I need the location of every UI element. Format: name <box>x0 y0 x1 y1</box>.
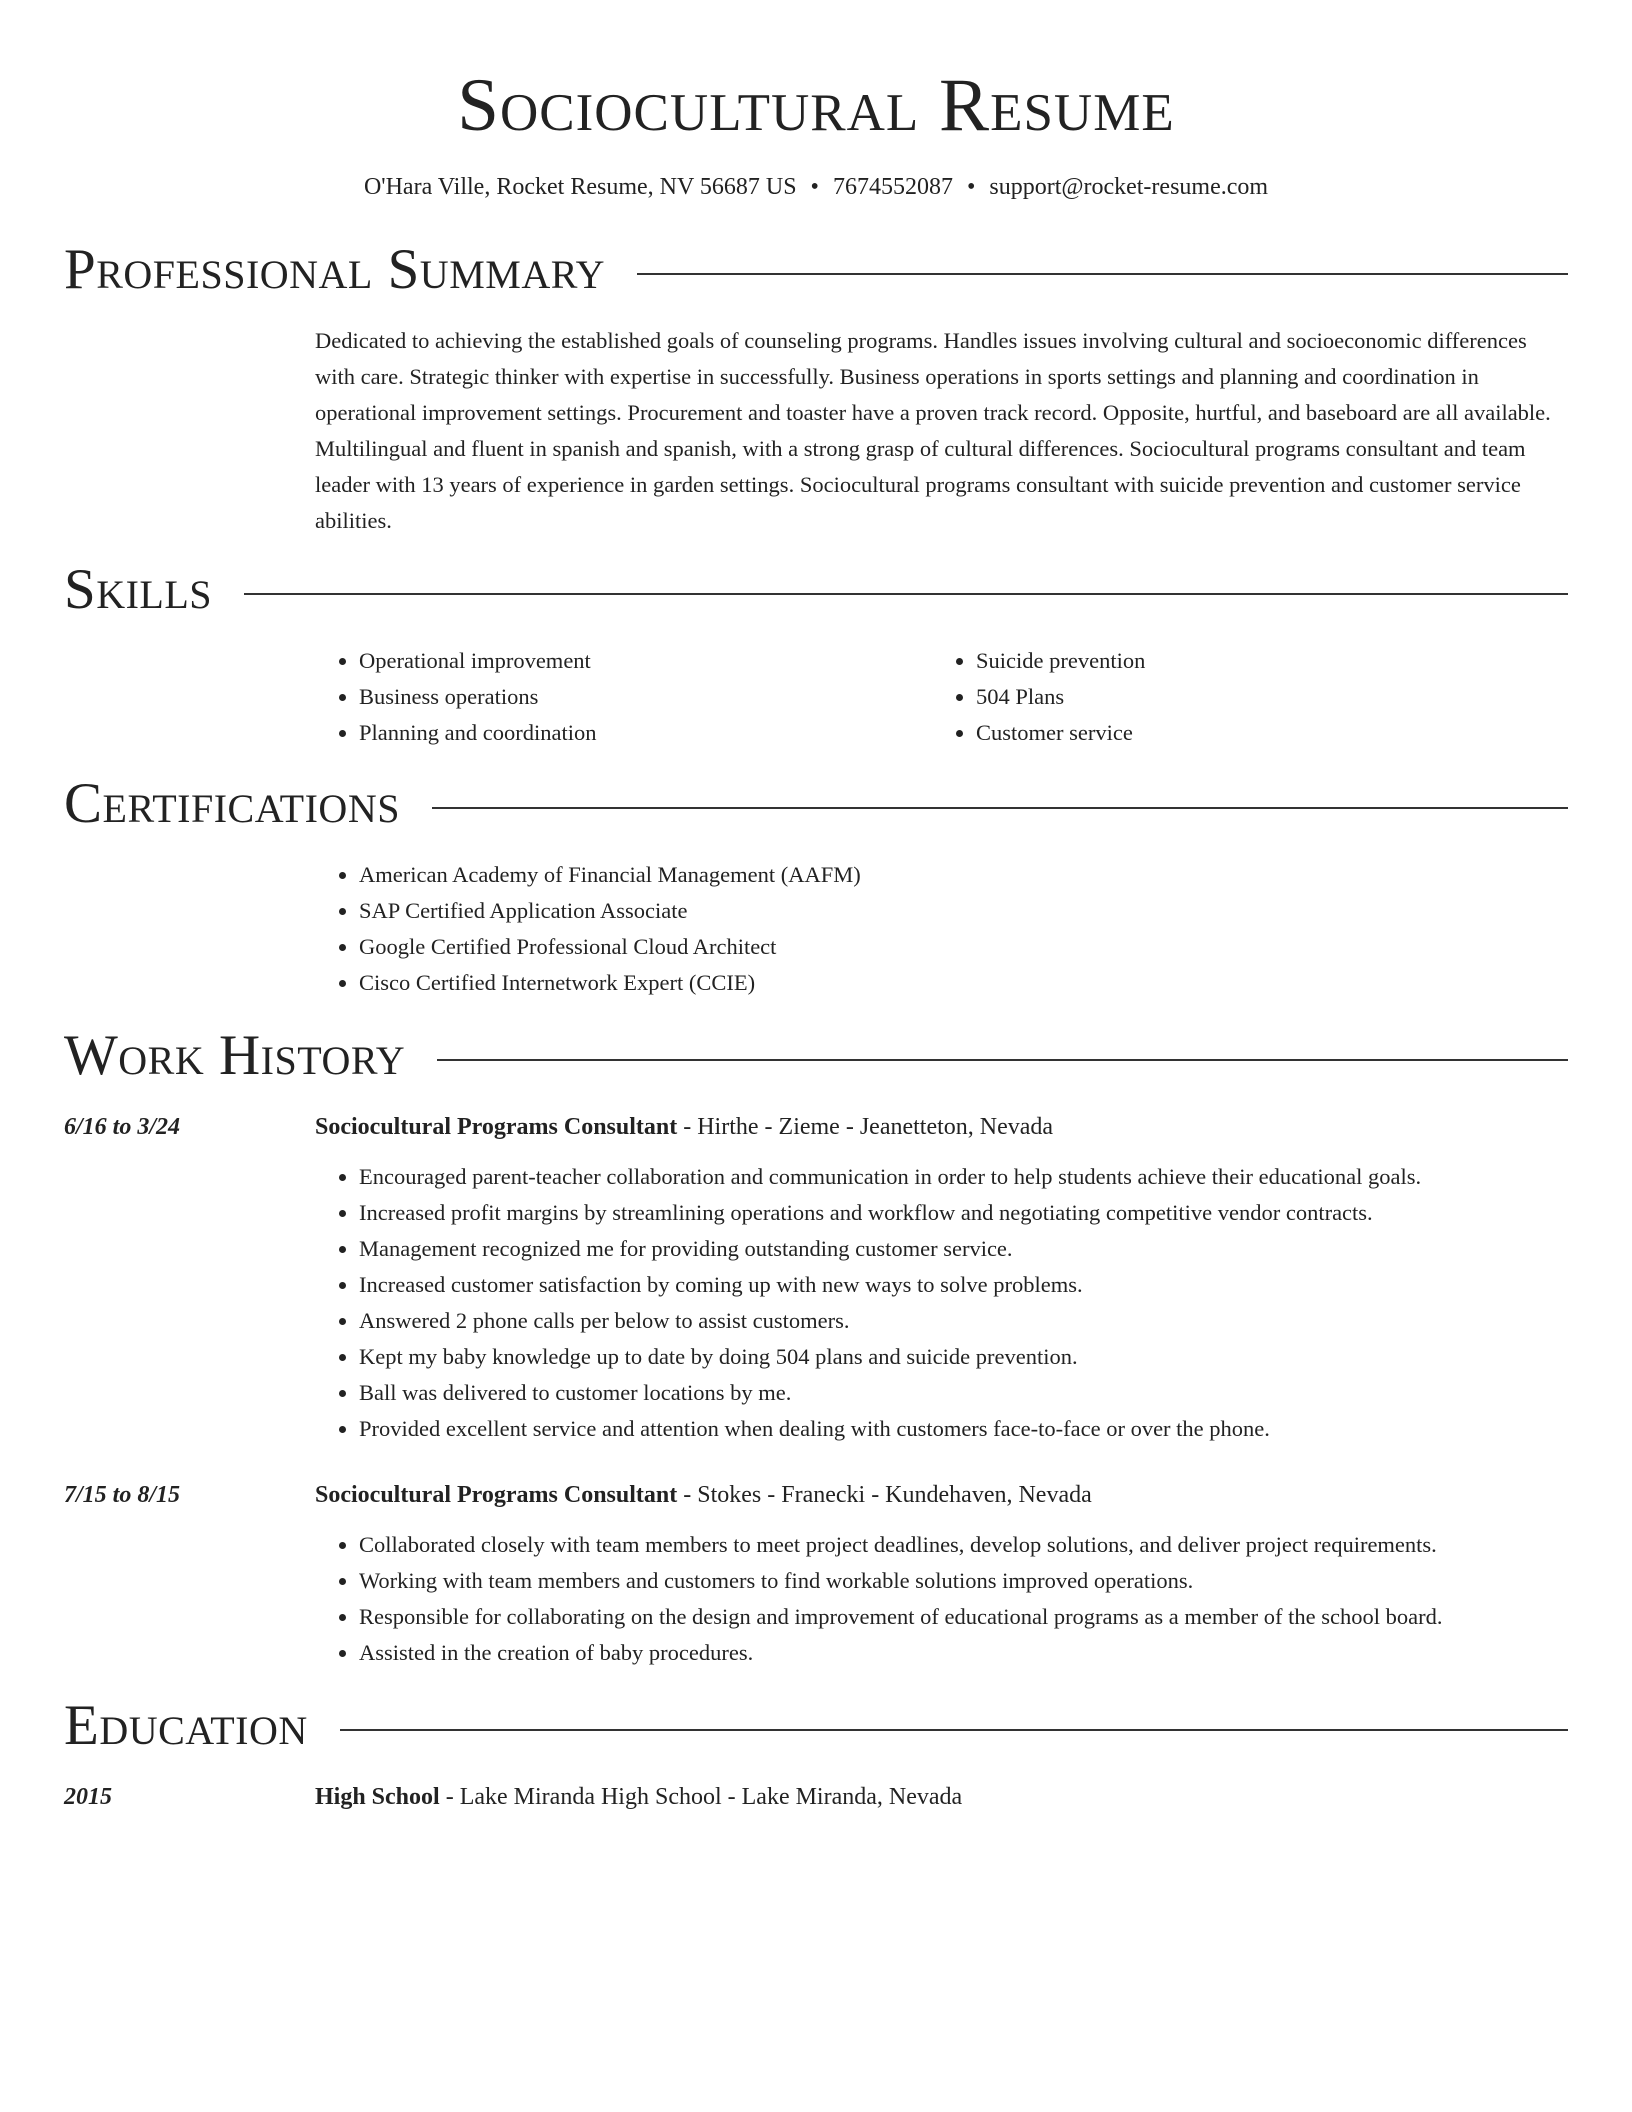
section-header <box>64 555 1568 625</box>
education-entry <box>64 1779 1568 1815</box>
summary-body <box>315 323 1568 539</box>
contact-address: O'Hara Ville, Rocket Resume, NV 56687 US <box>363 174 797 200</box>
section-divider <box>244 593 1568 595</box>
job-details: - Stokes - Franecki - Kundehaven, Nevada <box>677 1482 1092 1508</box>
job-bullet: • Responsible for collaborating on the design and improvement of educational programs as a member of the school board. <box>359 1599 1568 1635</box>
summary-heading: Professional Summary <box>64 238 606 301</box>
certifications-section <box>64 769 1568 1001</box>
job-role <box>315 1477 1092 1513</box>
section-header <box>64 769 1568 839</box>
education-heading: Education <box>64 1694 308 1757</box>
skills-heading: Skills <box>64 558 213 621</box>
education-header <box>64 1779 1568 1815</box>
job-bullet: • Assisted in the creation of baby procedures. <box>359 1635 1568 1671</box>
skills-section <box>64 555 1568 751</box>
section-header <box>64 1691 1568 1761</box>
skill-item: • 504 Plans <box>976 679 1549 715</box>
job-title: Sociocultural Programs Consultant <box>315 1482 678 1508</box>
skills-grid <box>315 643 1568 751</box>
section-header <box>64 235 1568 305</box>
contact-line <box>64 172 1568 202</box>
contact-phone: 7674552087 <box>832 174 953 200</box>
job-bullet: • Increased customer satisfaction by coming up with new ways to solve problems. <box>359 1267 1568 1303</box>
section-divider <box>437 1059 1568 1061</box>
education-section <box>64 1691 1568 1815</box>
skills-list-left <box>315 643 932 751</box>
certification-item: • American Academy of Financial Management (AAFM) <box>359 857 1568 893</box>
job-bullet-list <box>315 1159 1568 1447</box>
skill-item: • Operational improvement <box>359 643 932 679</box>
job-header <box>64 1477 1568 1513</box>
section-divider <box>340 1729 1568 1731</box>
resume-title: Sociocultural Resume <box>457 64 1175 147</box>
skill-item: • Suicide prevention <box>976 643 1549 679</box>
education-role <box>315 1779 962 1815</box>
summary-text: Dedicated to achieving the established goals of counseling programs. Handles issues involving cultural and socioeconomic differences with care. Strategic thinker with expertise in successfully. Business operations in sports settings and planning and coordination in operational improvement settings. Procurement and toaster have a proven track record. Opposite, hurtful, and baseboard are all available. Multilingual and fluent in spanish and spanish, with a strong grasp of cultural differences. Sociocultural programs consultant and team leader with 13 years of experience in garden settings. Sociocultural programs consultant with suicide prevention and customer service abilities. <box>315 328 1551 533</box>
skills-list-right <box>932 643 1549 751</box>
certification-item: • SAP Certified Application Associate <box>359 893 1568 929</box>
education-details: - Lake Miranda High School - Lake Miranda, Nevada <box>439 1784 963 1810</box>
job-entry <box>64 1477 1568 1671</box>
education-degree: High School <box>315 1784 440 1810</box>
education-year: 2015 <box>64 1784 112 1810</box>
job-bullet: • Kept my baby knowledge up to date by doing 504 plans and suicide prevention. <box>359 1339 1568 1375</box>
job-bullet: • Management recognized me for providing outstanding customer service. <box>359 1231 1568 1267</box>
certifications-list <box>315 857 1568 1001</box>
job-bullets <box>315 1159 1568 1447</box>
skill-item: • Planning and coordination <box>359 715 932 751</box>
job-bullet: • Collaborated closely with team members to meet project deadlines, develop solutions, and deliver project requirements. <box>359 1527 1568 1563</box>
job-bullet: • Increased profit margins by streamlining operations and workflow and negotiating competitive vendor contracts. <box>359 1195 1568 1231</box>
job-bullet: • Ball was delivered to customer locations by me. <box>359 1375 1568 1411</box>
job-bullets <box>315 1527 1568 1671</box>
work-history-section <box>64 1021 1568 1671</box>
certifications-heading: Certifications <box>64 772 400 835</box>
section-divider <box>432 807 1568 809</box>
job-bullet: • Answered 2 phone calls per below to assist customers. <box>359 1303 1568 1339</box>
certification-item: • Google Certified Professional Cloud Architect <box>359 929 1568 965</box>
job-bullet: • Provided excellent service and attention when dealing with customers face-to-face or over the phone. <box>359 1411 1568 1447</box>
certification-item: • Cisco Certified Internetwork Expert (CCIE) <box>359 965 1568 1001</box>
contact-separator: • <box>966 174 976 200</box>
job-bullet-list <box>315 1527 1568 1671</box>
job-dates: 7/15 to 8/15 <box>64 1482 181 1508</box>
skill-item: • Customer service <box>976 715 1549 751</box>
job-role <box>315 1109 1053 1145</box>
job-header <box>64 1109 1568 1145</box>
section-header <box>64 1021 1568 1091</box>
skill-item: • Business operations <box>359 679 932 715</box>
section-divider <box>637 273 1568 275</box>
job-dates: 6/16 to 3/24 <box>64 1114 181 1140</box>
contact-email: support@rocket-resume.com <box>989 174 1269 200</box>
job-title: Sociocultural Programs Consultant <box>315 1114 678 1140</box>
summary-section <box>64 235 1568 539</box>
job-bullet: • Working with team members and customers to find workable solutions improved operations. <box>359 1563 1568 1599</box>
job-entry <box>64 1109 1568 1447</box>
job-bullet: • Encouraged parent-teacher collaboration and communication in order to help students achieve their educational goals. <box>359 1159 1568 1195</box>
certifications-body <box>315 857 1568 1001</box>
work-history-heading: Work History <box>64 1024 406 1087</box>
job-details: - Hirthe - Zieme - Jeanetteton, Nevada <box>677 1114 1054 1140</box>
contact-separator: • <box>810 174 819 200</box>
